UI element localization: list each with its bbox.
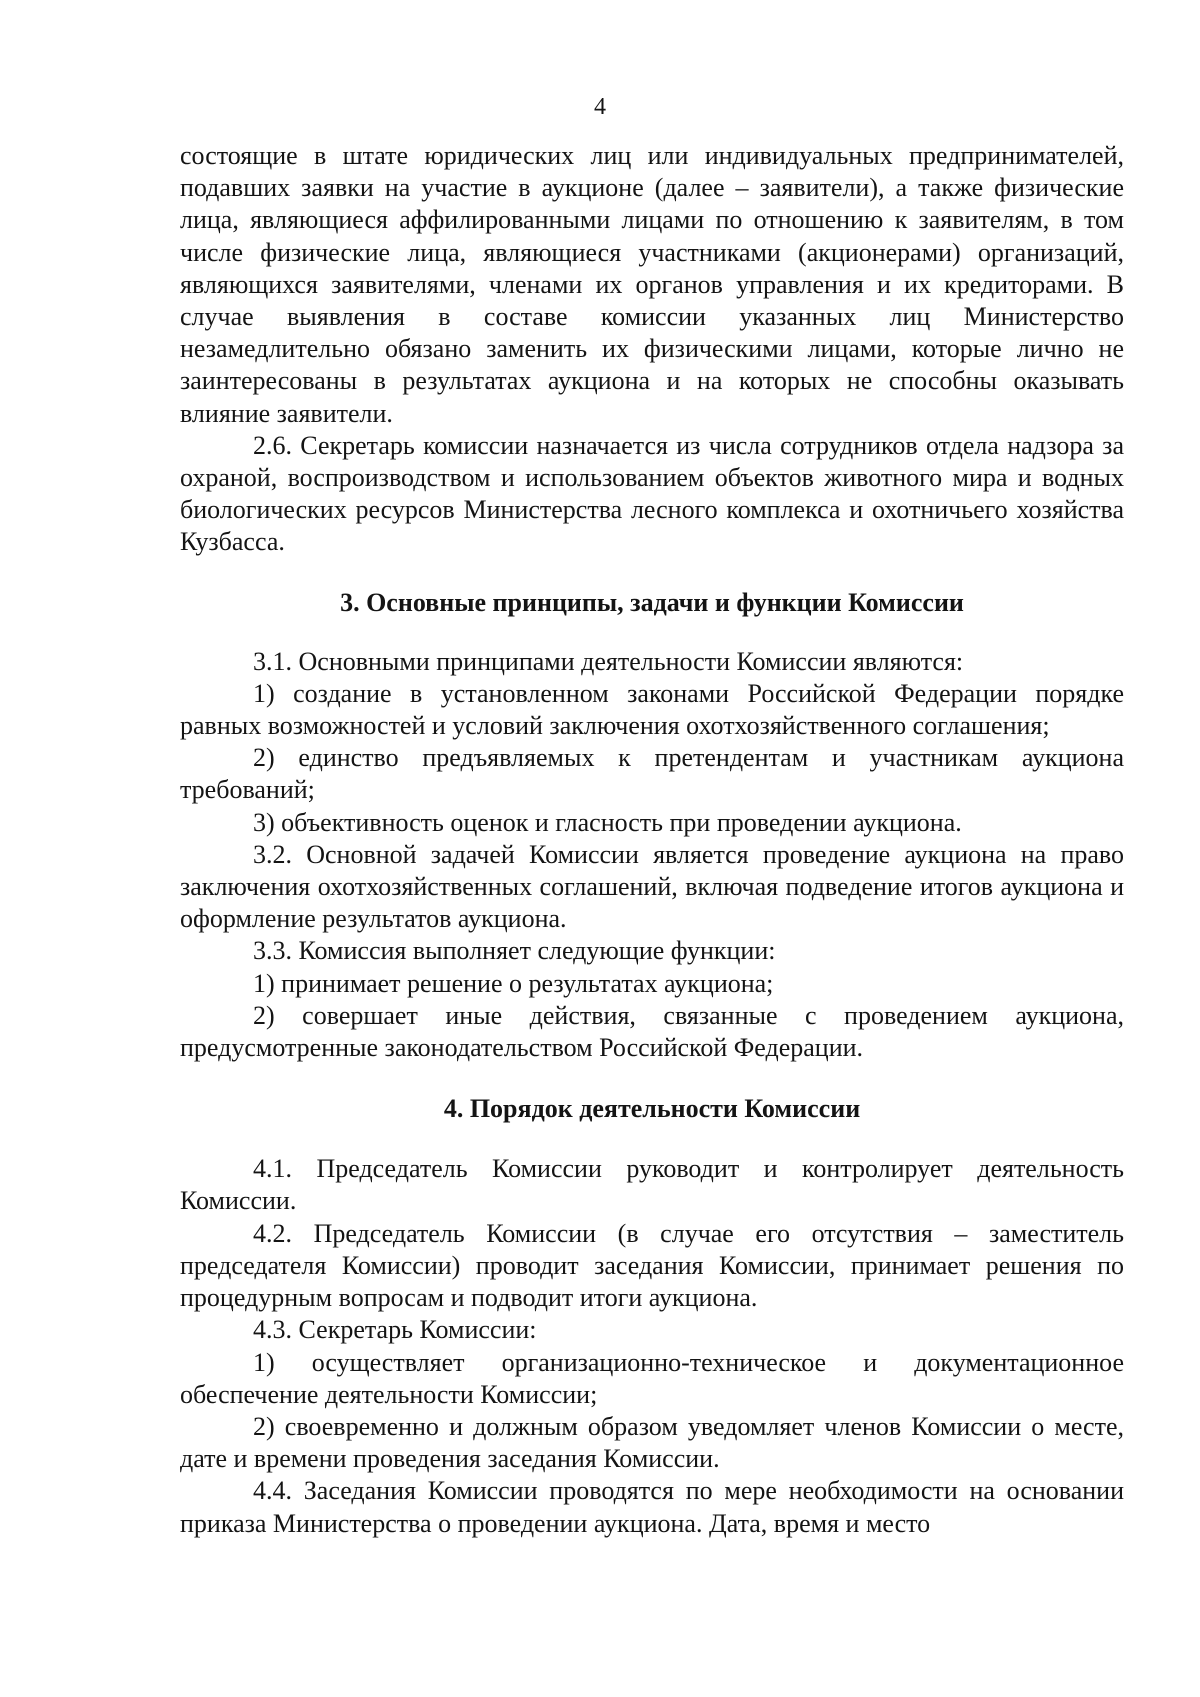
document-body — [180, 140, 1124, 1540]
list-item-3-3-2: 2) совершает иные действия, связанные с проведением аукциона, предусмотренные законодательством Российской Федерации. — [180, 1000, 1124, 1063]
paragraph-2-6: 2.6. Секретарь комиссии назначается из числа сотрудников отдела надзора за охраной, воспроизводством и использованием объектов животного мира и водных биологических ресурсов Министерства лесного комплекса и охотничьего хозяйства Кузбасса. — [180, 430, 1124, 557]
list-item-3-1-3: 3) объективность оценок и гласность при проведении аукциона. — [253, 807, 962, 837]
paragraph-4-4: 4.4. Заседания Комиссии проводятся по мере необходимости на основании приказа Министерства о проведении аукциона. Дата, время и место — [180, 1476, 1124, 1538]
list-item-4-3-1: 1) осуществляет организационно-техническое и документационное обеспечение деятельности Комиссии; — [180, 1347, 1124, 1409]
paragraph-3-1: 3.1. Основными принципами деятельности Комиссии являются: — [253, 646, 964, 676]
paragraph-4-2: 4.2. Председатель Комиссии (в случае его отсутствия – заместитель председателя Комиссии) проводит заседания Комиссии, принимает решения по процедурным вопросам и подводит итоги аукциона. — [180, 1218, 1124, 1313]
paragraph-4-1: 4.1. Председатель Комиссии руководит и контролирует деятельность Комиссии. — [180, 1154, 1124, 1216]
list-item-4-3-2: 2) своевременно и должным образом уведомляет членов Комиссии о месте, дате и времени проведения заседания Комиссии. — [180, 1411, 1124, 1474]
paragraph-3-2: 3.2. Основной задачей Комиссии является проведение аукциона на право заключения охотхозяйственных соглашений, включая подведение итогов аукциона и оформление результатов аукциона. — [180, 839, 1124, 934]
section-3-heading: 3. Основные принципы, задачи и функции Комиссии — [340, 587, 964, 617]
paragraph-3-3: 3.3. Комиссия выполняет следующие функции: — [253, 936, 776, 966]
list-item-3-1-2: 2) единство предъявляемых к претендентам и участникам аукциона требований; — [180, 743, 1124, 805]
page-number: 4 — [594, 94, 606, 120]
paragraph-4-3: 4.3. Секретарь Комиссии: — [253, 1315, 537, 1345]
list-item-3-1-1: 1) создание в установленном законами Российской Федерации порядке равных возможностей и условий заключения охотхозяйственного соглашения; — [180, 678, 1124, 741]
paragraph-continuation: состоящие в штате юридических лиц или индивидуальных предпринимателей, подавших заявки на участие в аукционе (далее – заявители), а также физические лица, являющиеся аффилированными лицами по отношению к заявителям, в том числе физические лица, являющиеся участниками (акционерами) организаций, являющихся заявителями, членами их органов управления и их кредиторами. В случае выявления в составе комиссии указанных лиц Министерство незамедлительно обязано заменить их физическими лицами, которые лично не заинтересованы в результатах аукциона и на которых не способны оказывать влияние заявители. — [180, 141, 1124, 428]
section-4-heading: 4. Порядок деятельности Комиссии — [443, 1094, 861, 1124]
list-item-3-3-1: 1) принимает решение о результатах аукциона; — [253, 968, 774, 998]
